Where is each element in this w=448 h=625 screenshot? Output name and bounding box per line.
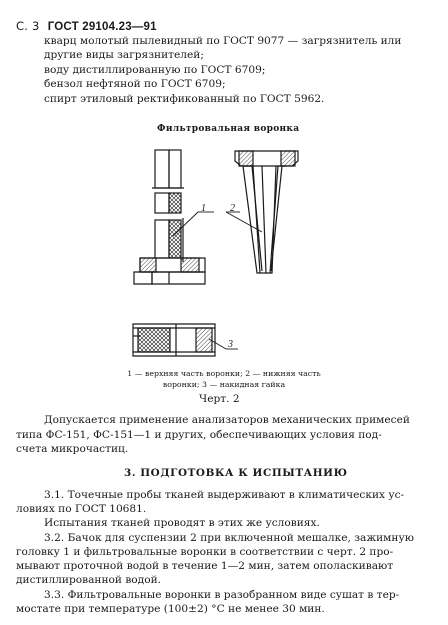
item-line: дистиллированной водой. (16, 574, 161, 586)
intro-line: воду дистиллированную по ГОСТ 6709; (44, 64, 266, 76)
legend-line: воронки; 3 — накидная гайка (162, 380, 286, 389)
document-code: ГОСТ 29104.23—91 (47, 21, 157, 33)
callout-3: 3 (228, 339, 233, 350)
upper-funnel-part (134, 150, 205, 284)
item-line: мывают проточной водой в течение 1—2 мин, затем ополаскивают (16, 560, 394, 572)
callout-1: 1 (201, 203, 206, 214)
item-line: мостате при температуре (100±2) °С не менее 30 мин. (16, 603, 325, 615)
paragraph-line: типа ФС-151, ФС-151—1 и других, обеспечивающих условия под- (16, 429, 382, 441)
lower-funnel-part (235, 151, 298, 273)
item-line: Испытания тканей проводят в этих же условиях. (44, 517, 320, 529)
page-number: С. 3 (16, 19, 40, 33)
legend-line: 1 — верхняя часть воронки; 2 — нижняя часть (127, 369, 321, 378)
figure-title: Фильтровальная воронка (157, 124, 300, 134)
figure-label: Черт. 2 (199, 393, 240, 405)
union-nut (133, 324, 215, 356)
intro-line: кварц молотый пылевидный по ГОСТ 9077 — загрязнитель или (44, 35, 402, 47)
figure-legend (112, 368, 336, 390)
item-line: 3.3. Фильтровальные воронки в разобранном виде сушат в тер- (44, 589, 400, 601)
section-title: 3. ПОДГОТОВКА К ИСПЫТАНИЮ (124, 467, 348, 479)
item-line: ловиях по ГОСТ 10681. (16, 503, 147, 515)
item-line: 3.1. Точечные пробы тканей выдерживают в климатических ус- (44, 489, 405, 501)
intro-line: другие виды загрязнителей; (44, 49, 204, 61)
callout-2: 2 (230, 203, 235, 214)
item-line: головку 1 и фильтровальные воронки в соответствии с черт. 2 про- (16, 546, 394, 558)
intro-line: спирт этиловый ректификованный по ГОСТ 5962. (44, 93, 325, 105)
paragraph-line: Допускается применение анализаторов механических примесей (44, 414, 410, 426)
item-line: 3.2. Бачок для суспензии 2 при включенной мешалке, зажимную (44, 532, 414, 544)
paragraph-line: счета микрочастиц. (16, 443, 129, 455)
intro-line: бензол нефтяной по ГОСТ 6709; (44, 78, 226, 90)
